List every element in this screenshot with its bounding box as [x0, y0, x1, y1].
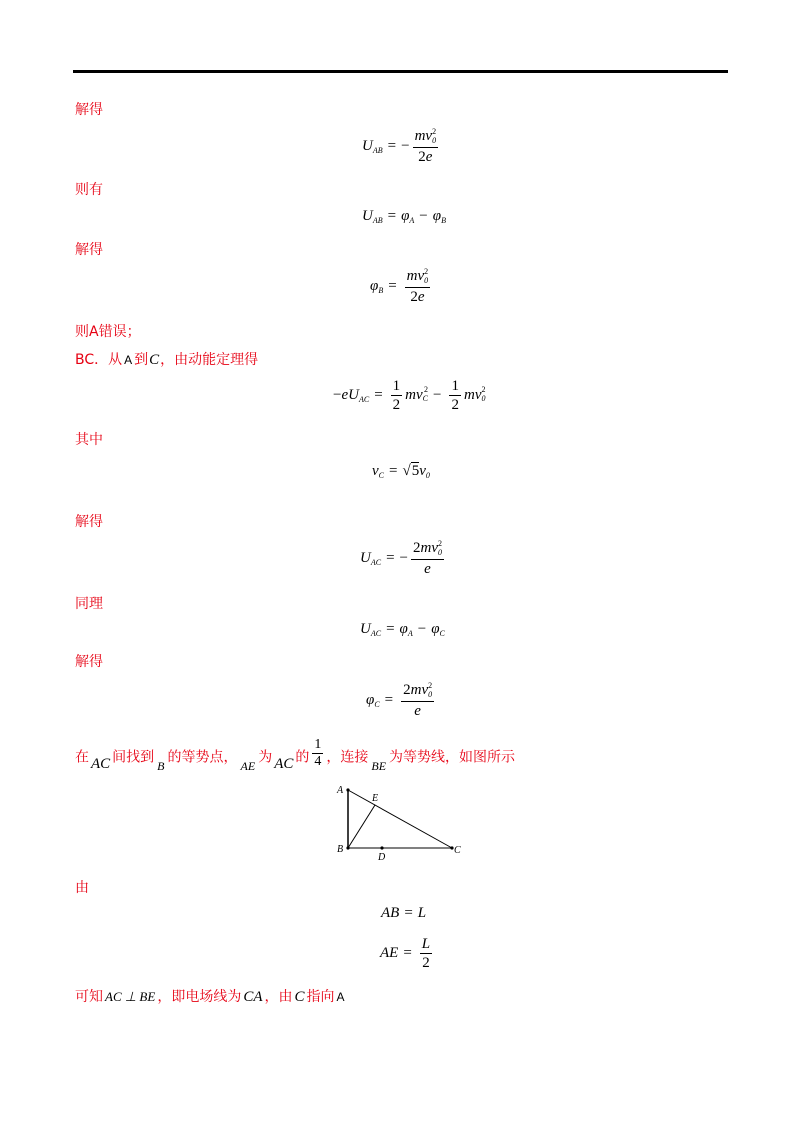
de: 的	[295, 749, 310, 766]
text-bc-line	[75, 350, 258, 370]
zai-be: BE	[371, 758, 387, 773]
zai: 在	[75, 749, 89, 766]
equation-phib: φ B = $\frac{mv_0^2}{2e}$	[370, 267, 429, 305]
equation-ae-l2: AE = $\frac{L}{2}$	[380, 936, 431, 971]
text-qizhong: 其中	[75, 432, 103, 448]
fraction-quarter: $\frac{1}{4}$	[314, 737, 322, 769]
jianzhaodao: 间找到	[112, 749, 155, 766]
text-jiede-3: 解得	[75, 514, 103, 530]
kezhi-ca: CA	[243, 989, 263, 1005]
label-c: C	[454, 845, 461, 856]
equation-phic: φ C = $\frac{2mv_0^2}{e}$	[366, 681, 433, 719]
equation-ab-l: AB = L	[381, 905, 427, 921]
zai-ac-2: AC	[274, 755, 294, 772]
header-rule	[73, 70, 728, 73]
line-ac	[348, 790, 452, 848]
text-equipotential	[75, 737, 516, 773]
bc-point-a: A	[124, 353, 133, 367]
dot-b	[346, 846, 349, 849]
equation-uac-2: U AC = φ A − φ C	[360, 621, 445, 638]
zhixiang: 指向	[306, 989, 335, 1005]
equation-uac-1: U AC = − $\frac{2mv_0^2}{e}$	[360, 539, 443, 577]
text-jiede-1: 解得	[75, 102, 103, 118]
dot-a	[346, 788, 349, 791]
kezhi-a: A	[336, 990, 345, 1004]
lianjie: ，连接	[326, 749, 369, 766]
kezhi-c: C	[294, 989, 305, 1005]
zai-ae: AE	[240, 758, 256, 773]
kezhi-expr: AC ⊥ BE	[105, 989, 156, 1004]
equation-uab-1: U AB = − $\frac{mv_0^2}{2e}$	[362, 127, 437, 165]
equation-vc: v C = √ 5 v 0	[372, 462, 430, 480]
bc-to: 到	[134, 352, 149, 368]
label-a: A	[337, 785, 344, 796]
dot-d	[380, 846, 383, 849]
bc-point-c: C	[149, 352, 160, 368]
text-jiede-2: 解得	[75, 242, 103, 258]
jidianchang: ，即电场线为	[157, 989, 242, 1005]
equation-energy: − eU AC = $\frac{1}{2}$ mv C 2 − $\frac{1}{2}$ mv 0 2	[333, 378, 486, 413]
dengshidian: 的等势点，	[167, 749, 238, 766]
bc-suffix: ，由动能定理得	[160, 352, 259, 368]
bc-prefix: BC．从	[75, 352, 123, 368]
text-jiede-4: 解得	[75, 654, 103, 670]
text-a-wrong: 则A错误；	[75, 324, 141, 340]
text-tongli: 同理	[75, 596, 103, 612]
label-d: D	[378, 852, 386, 863]
wei: 为	[258, 749, 273, 766]
label-e: E	[372, 793, 379, 804]
zai-ac: AC	[91, 755, 111, 772]
kezhi: 可知	[75, 989, 103, 1005]
dengshixian: 为等势线，如图所示	[389, 749, 516, 766]
triangle-figure	[330, 780, 470, 866]
equation-uab-2: U AB = φ A − φ B	[362, 208, 446, 225]
text-you: 由	[75, 880, 89, 896]
you2: ，由	[264, 989, 293, 1005]
label-b: B	[337, 844, 344, 855]
line-be	[348, 805, 375, 848]
zai-b: B	[157, 758, 165, 773]
text-zeyou: 则有	[75, 182, 103, 198]
text-kezhi	[75, 987, 345, 1007]
